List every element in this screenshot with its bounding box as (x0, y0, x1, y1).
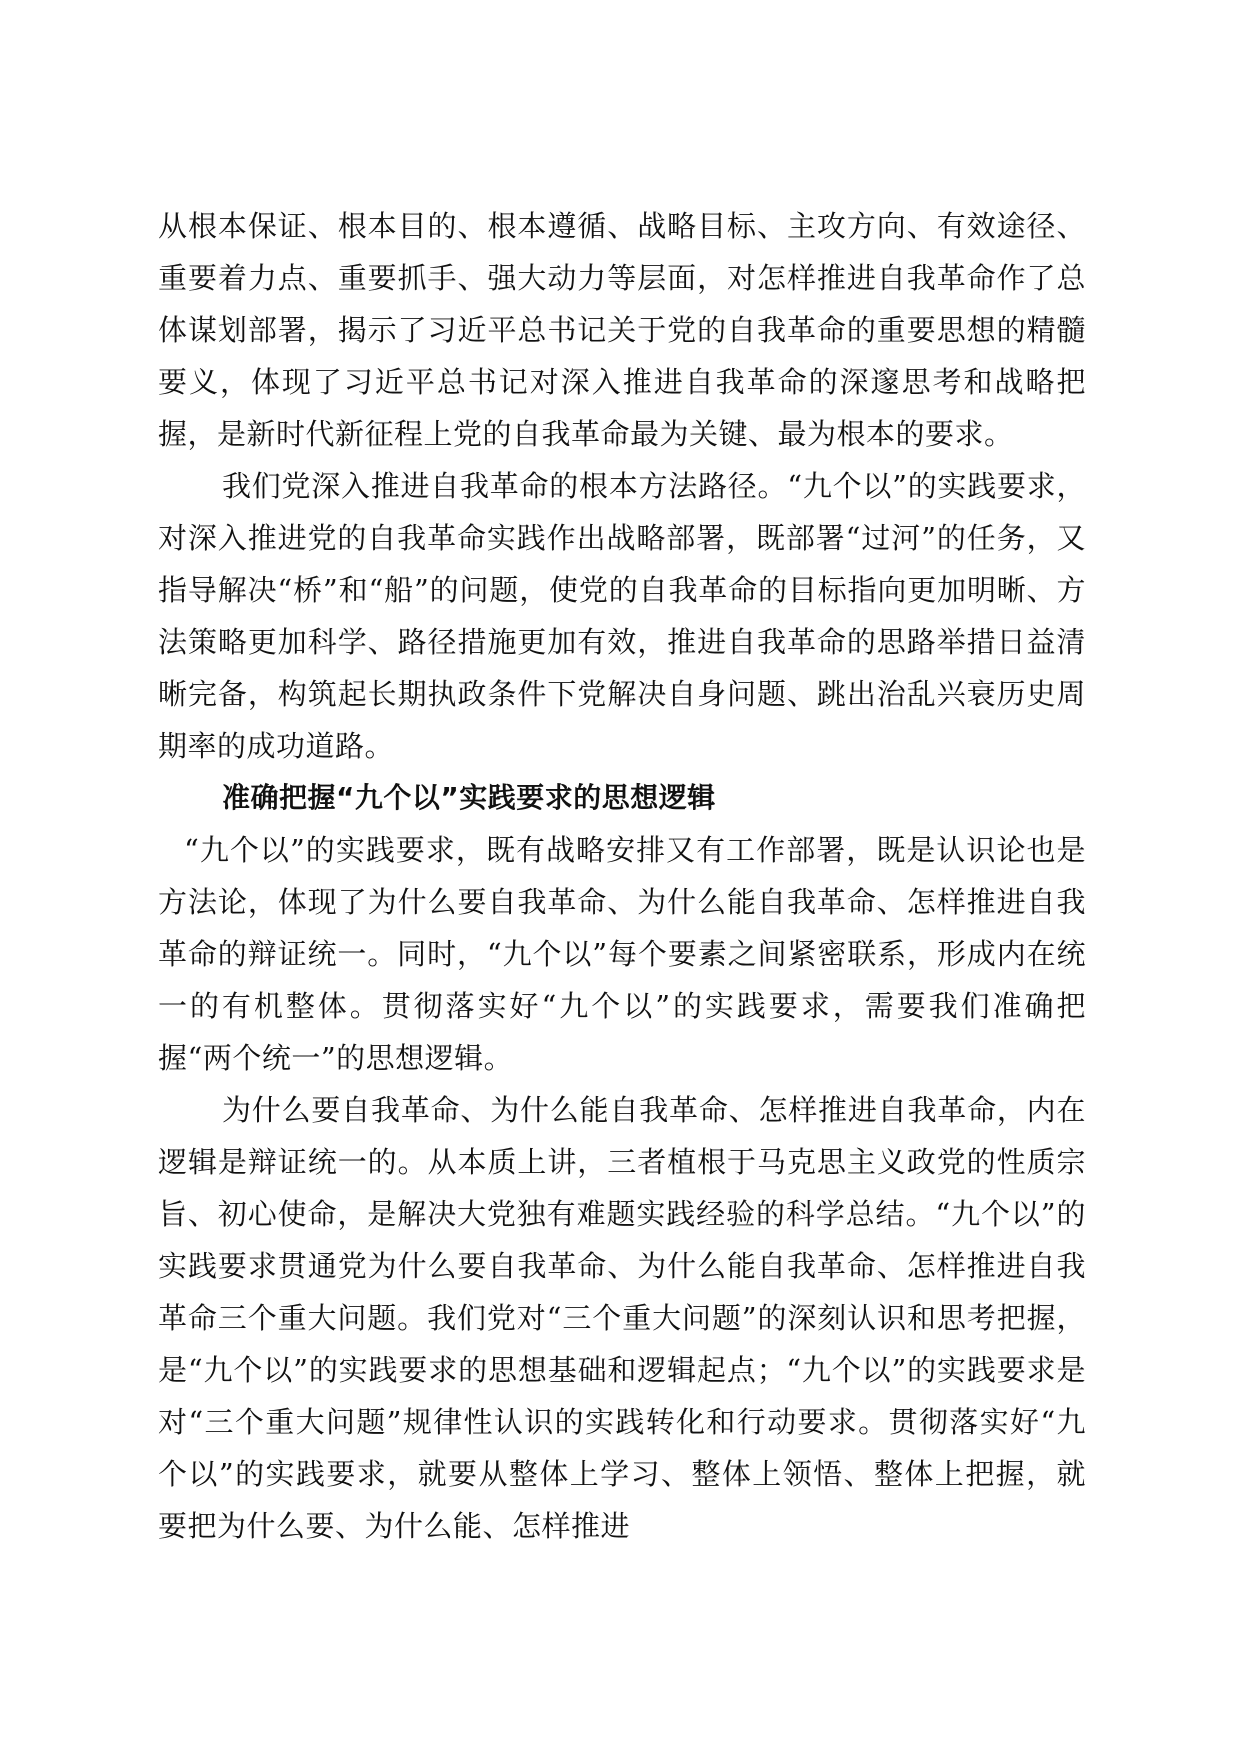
paragraph-dialectical-unity: 为什么要自我革命、为什么能自我革命、怎样推进自我革命，内在逻辑是辩证统一的。从本质上讲，三者植根于马克思主义政党的性质宗旨、初心使命，是解决大党独有难题实践经验的科学总结。“九个以”的实践要求贯通党为什么要自我革命、为什么能自我革命、怎样推进自我革命三个重大问题。我们党对“三个重大问题”的深刻认识和思考把握，是“九个以”的实践要求的思想基础和逻辑起点；“九个以”的实践要求是对“三个重大问题”规律性认识的实践转化和行动要求。贯彻落实好“九个以”的实践要求，就要从整体上学习、整体上领悟、整体上把握，就要把为什么要、为什么能、怎样推进 (158, 1093, 1086, 1543)
paragraph-continued: 从根本保证、根本目的、根本遵循、战略目标、主攻方向、有效途径、重要着力点、重要抓手、强大动力等层面，对怎样推进自我革命作了总体谋划部署，揭示了习近平总书记关于党的自我革命的重要思想的精髓要义，体现了习近平总书记对深入推进自我革命的深邃思考和战略把握，是新时代新征程上党的自我革命最为关键、最为根本的要求。 (158, 209, 1086, 451)
section-heading: 准确把握“九个以”实践要求的思想逻辑 (222, 781, 716, 814)
paragraph-method-path: 我们党深入推进自我革命的根本方法路径。“九个以”的实践要求，对深入推进党的自我革命实践作出战略部署，既部署“过河”的任务，又指导解决“桥”和“船”的问题，使党的自我革命的目标指向更加明晰、方法策略更加科学、路径措施更加有效，推进自我革命的思路举措日益清晰完备，构筑起长期执政条件下党解决自身问题、跳出治乱兴衰历史周期率的成功道路。 (158, 469, 1086, 763)
paragraph-practice-requirements: “九个以”的实践要求，既有战略安排又有工作部署，既是认识论也是方法论，体现了为什么要自我革命、为什么能自我革命、怎样推进自我革命的辩证统一。同时，“九个以”每个要素之间紧密联系，形成内在统一的有机整体。贯彻落实好“九个以”的实践要求，需要我们准确把握“两个统一”的思想逻辑。 (158, 833, 1086, 1075)
document-body (158, 200, 1086, 1552)
